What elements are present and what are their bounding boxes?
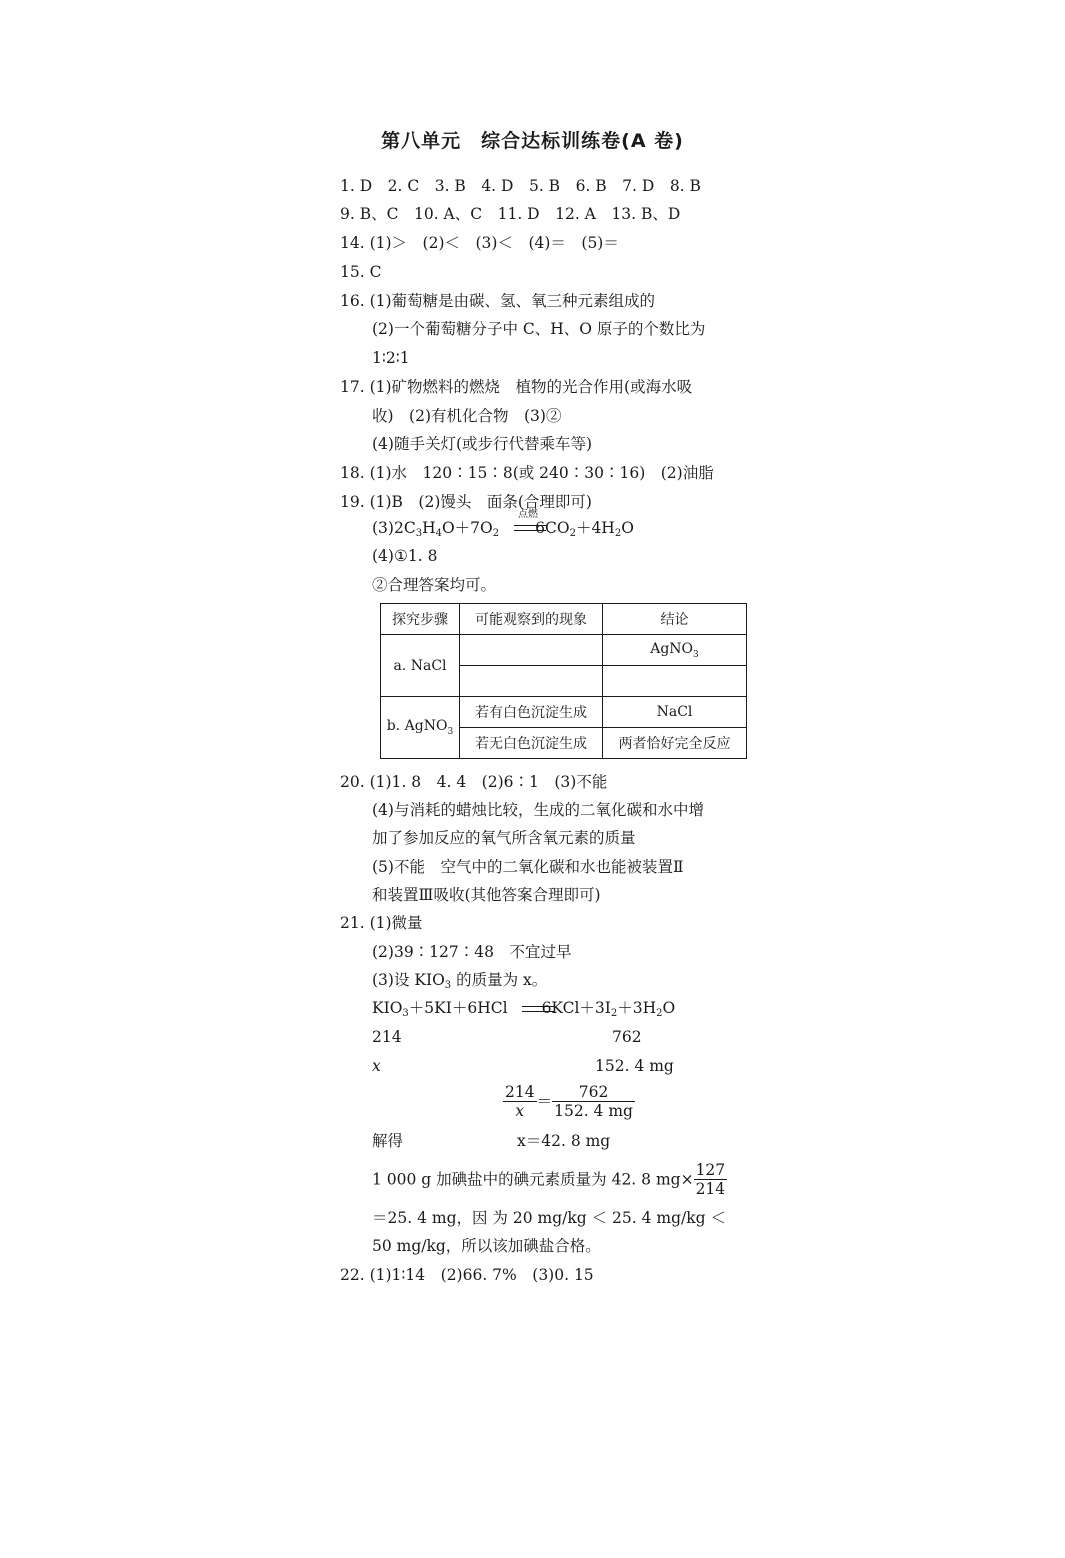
reaction-condition-label: 点燃 <box>518 509 538 520</box>
reaction-equals-sign <box>514 525 546 531</box>
experiment-table <box>380 603 747 759</box>
answer-14: 14. (1)＞ (2)＜ (3)＜ (4)＝ (5)＝ <box>340 234 619 252</box>
answer-20-part-4: (5)不能 空气中的二氧化碳和水也能被装置Ⅱ <box>372 858 684 876</box>
table-header-row <box>381 604 747 635</box>
answer-17-part-3: (4)随手关灯(或步行代替乘车等) <box>372 435 593 453</box>
table-cell-phenomenon: 若无白色沉淀生成 <box>460 728 603 759</box>
answer-20-part-3: 加了参加反应的氧气所含氧元素的质量 <box>372 829 636 847</box>
answer-16-part-1: 16. (1)葡萄糖是由碳、氢、氧三种元素组成的 <box>340 292 656 310</box>
answer-16-part-2: (2)一个葡萄糖分子中 C、H、O 原子的个数比为 <box>372 320 706 338</box>
table-cell-step: a. NaCl <box>381 635 460 697</box>
table-row <box>381 635 747 666</box>
answer-19-part-1: 19. (1)B (2)馒头 面条(合理即可) <box>340 493 592 511</box>
answer-20-part-5: 和装置Ⅲ吸收(其他答案合理即可) <box>372 886 601 904</box>
table-cell-conclusion: NaCl <box>603 697 747 728</box>
answer-15: 15. C <box>340 263 382 281</box>
iodate-equation: $KIO_3+5KI+6HCl$ $6KCl+3I_2+3H_2O$ <box>372 999 676 1019</box>
iodine-content-line: 1 000 g 加碘盐中的碘元素质量为 42. 8 mg× $\frac{127}{214}$ <box>372 1161 726 1198</box>
molar-mass-iodine: 762 <box>612 1028 642 1046</box>
table-cell-conclusion <box>603 666 747 697</box>
table-header: 探究步骤 <box>381 604 460 635</box>
answer-19-part-3: (4)①1. 8 <box>372 547 438 565</box>
proportion-equation: $\frac{214}{x}$ ＝ $\frac{762}{152. 4 mg}$ <box>505 1083 633 1120</box>
answer-19-part-4: ②合理答案均可。 <box>372 576 497 594</box>
answer-20-part-2: (4)与消耗的蜡烛比较，生成的二氧化碳和水中增 <box>372 801 704 819</box>
answer-18: 18. (1)水 120∶15∶8(或 240∶30∶16) (2)油脂 <box>340 464 714 482</box>
answer-22: 22. (1)1∶14 (2)66. 7% (3)0. 15 <box>340 1266 594 1284</box>
iodine-content-result: ＝25. 4 mg，因 为 20 mg/kg ＜ 25. 4 mg/kg ＜ <box>372 1209 726 1227</box>
solve-label: 解得 <box>372 1132 404 1150</box>
answer-21-part-2: (2)39∶127∶48 不宜过早 <box>372 943 572 961</box>
answer-20-part-1: 20. (1)1. 8 4. 4 (2)6∶1 (3)不能 <box>340 773 608 791</box>
table-cell-step: b. AgNO$_3$ <box>381 697 460 759</box>
table-cell-conclusion: 两者恰好完全反应 <box>603 728 747 759</box>
table-header: 可能观察到的现象 <box>460 604 603 635</box>
molar-mass-kio3: 214 <box>372 1028 402 1046</box>
table-cell-conclusion: AgNO$_3$ <box>603 635 747 666</box>
fraction-right: $\frac{762}{152. 4 mg}$ <box>554 1083 633 1120</box>
table-cell-phenomenon <box>460 635 603 666</box>
table-header: 结论 <box>603 604 747 635</box>
answer-16-part-3: 1∶2∶1 <box>372 349 410 367</box>
answers-line-2: 9. B、C 10. A、C 11. D 12. A 13. B、D <box>340 205 681 223</box>
answer-21-part-1: 21. (1)微量 <box>340 914 423 932</box>
fraction-left: $\frac{214}{x}$ <box>505 1083 535 1120</box>
fraction-iodine-ratio: $\frac{127}{214}$ <box>695 1161 726 1198</box>
unknown-x: x <box>372 1057 381 1075</box>
iodine-content-conclusion: 50 mg/kg，所以该加碘盐合格。 <box>372 1237 601 1255</box>
solve-value: x＝42. 8 mg <box>517 1132 611 1150</box>
table-row <box>381 697 747 728</box>
answer-17-part-2: 收) (2)有机化合物 (3)② <box>372 407 562 425</box>
answer-17-part-1: 17. (1)矿物燃料的燃烧 植物的光合作用(或海水吸 <box>340 378 693 396</box>
page-title: 第八单元 综合达标训练卷(A 卷) <box>381 130 684 152</box>
answer-21-part-3: (3)设 $KIO_3$ 的质量为 x。 <box>372 971 548 991</box>
table-cell-phenomenon: 若有白色沉淀生成 <box>460 697 603 728</box>
combustion-equation: $(3)2C_3H_4O+7O_2$ $6CO_2+4H_2O$ <box>372 519 634 539</box>
iodine-mass: 152. 4 mg <box>595 1057 674 1075</box>
equation-equals-sign <box>522 1006 554 1012</box>
answers-line-1: 1. D 2. C 3. B 4. D 5. B 6. B 7. D 8. B <box>340 177 701 195</box>
table-cell-phenomenon <box>460 666 603 697</box>
